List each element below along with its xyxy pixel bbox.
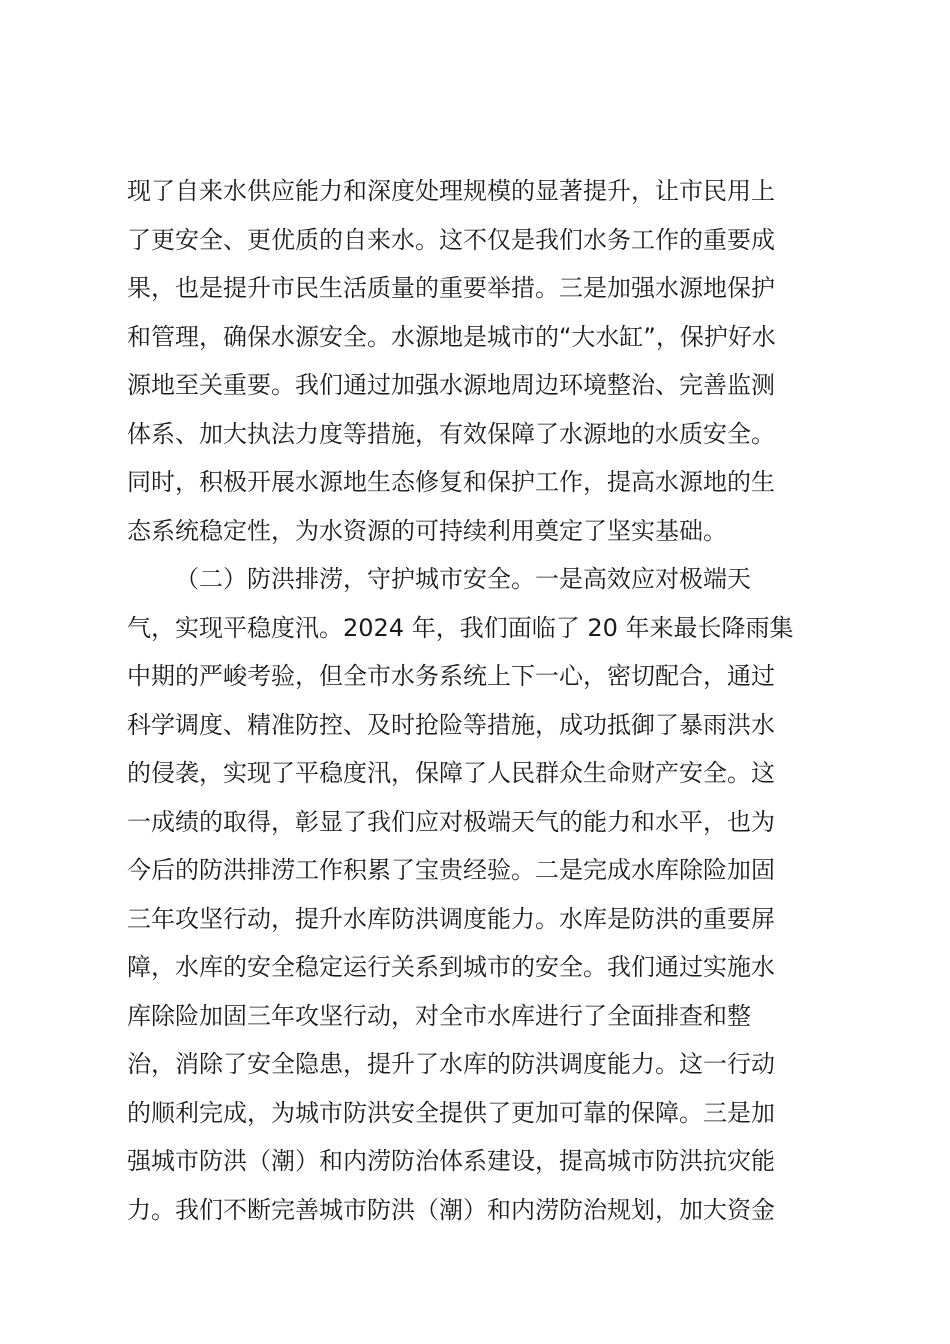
text-line: 同时，积极开展水源地生态修复和保护工作，提高水源地的生 bbox=[127, 468, 775, 496]
paragraph-flood-control bbox=[127, 555, 847, 1234]
text-line: 的侵袭，实现了平稳度汛，保障了人民群众生命财产安全。这 bbox=[127, 759, 775, 787]
text-line: 力。我们不断完善城市防洪（潮）和内涝防治规划，加大资金 bbox=[127, 1195, 775, 1224]
text-line: 果，也是提升市民生活质量的重要举措。三是加强水源地保护 bbox=[127, 274, 775, 302]
text-line: 体系、加大执法力度等措施，有效保障了水源地的水质安全。 bbox=[127, 419, 775, 448]
text-line: 强城市防洪（潮）和内涝防治体系建设，提高城市防洪抗灾能 bbox=[127, 1147, 775, 1175]
text-line: 气，实现平稳度汛。2024 年，我们面临了 20 年来最长降雨集 bbox=[127, 613, 794, 642]
text-line: 现了自来水供应能力和深度处理规模的显著提升，让市民用上 bbox=[127, 177, 775, 205]
text-line: 三年攻坚行动，提升水库防洪调度能力。水库是防洪的重要屏 bbox=[127, 904, 775, 933]
text-line: （二）防洪排涝，守护城市安全。一是高效应对极端天 bbox=[175, 565, 751, 593]
text-line: 和管理，确保水源安全。水源地是城市的“大水缸”，保护好水 bbox=[127, 322, 776, 351]
text-line: 一成绩的取得，彰显了我们应对极端天气的能力和水平，也为 bbox=[127, 807, 775, 836]
text-line: 今后的防洪排涝工作积累了宝贵经验。二是完成水库除险加固 bbox=[127, 856, 775, 884]
text-line: 的顺利完成，为城市防洪安全提供了更加可靠的保障。三是加 bbox=[127, 1098, 775, 1127]
paragraph-water-source bbox=[127, 167, 847, 555]
text-line: 治，消除了安全隐患，提升了水库的防洪调度能力。这一行动 bbox=[127, 1050, 775, 1078]
text-line: 源地至关重要。我们通过加强水源地周边环境整治、完善监测 bbox=[127, 371, 775, 399]
document-body bbox=[127, 167, 847, 1234]
text-line: 中期的严峻考验，但全市水务系统上下一心，密切配合，通过 bbox=[127, 662, 775, 690]
text-line: 障，水库的安全稳定运行关系到城市的安全。我们通过实施水 bbox=[127, 953, 775, 981]
text-line: 态系统稳定性，为水资源的可持续利用奠定了坚实基础。 bbox=[127, 516, 727, 545]
text-line: 了更安全、更优质的自来水。这不仅是我们水务工作的重要成 bbox=[127, 225, 775, 254]
text-line: 科学调度、精准防控、及时抢险等措施，成功抵御了暴雨洪水 bbox=[127, 710, 775, 739]
text-line: 库除险加固三年攻坚行动，对全市水库进行了全面排查和整 bbox=[127, 1001, 751, 1030]
